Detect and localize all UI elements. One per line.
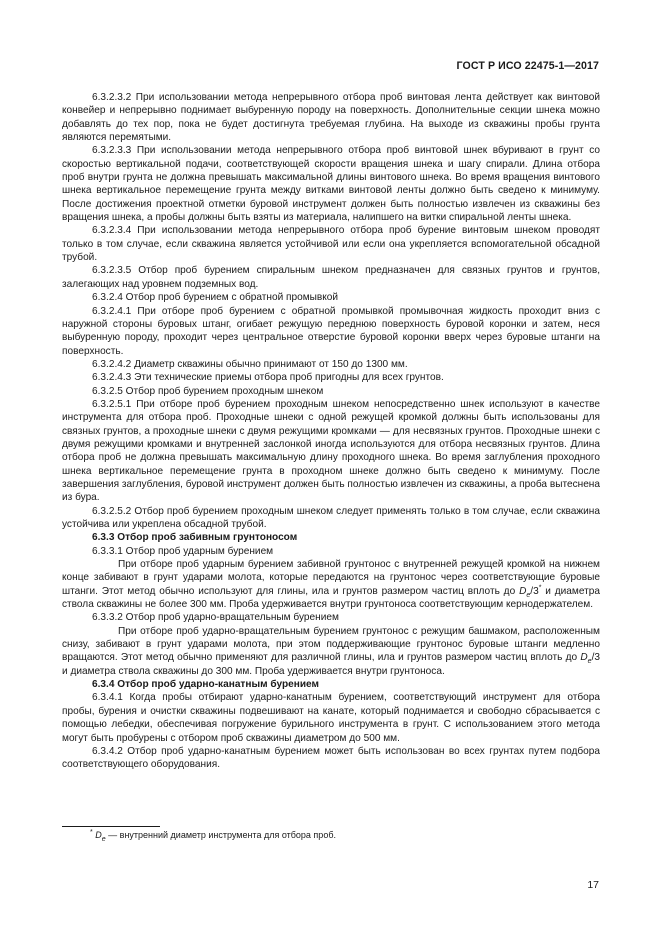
paragraph-6-3-3-2: 6.3.3.2 Отбор проб ударно-вращательным бурением bbox=[92, 612, 339, 624]
paragraph-6-3-2-4-1: 6.3.2.4.1 При отборе проб бурением с обратной промывкой промывочная жидкость проходит вниз с наружной стороны буровых штанг, огибает режущую переднюю поверхность буровой коронки и затем, неся выбуренную породу, проходит через центральное отверстие буровой коронки вверх через буровые штанги на поверхность. bbox=[62, 305, 600, 357]
footnote-separator bbox=[62, 826, 160, 827]
paragraph-rotary-percussion-sampling: При отборе проб ударно-вращательным бурением грунтонос с режущим башмаком, расположенным снизу, забивают в грунт ударами молота, при этом поддерживающие грунтонос буровые штанги медленно вращаются. Этот метод обычно применяют для различной глины, ила и грунтов размером частиц вплоть до $D_e/3$ и диаметра ствола скважины до 300 мм. Проба удерживается внутри грунтоноса. bbox=[62, 625, 600, 677]
paragraph-6-3-4-1: 6.3.4.1 Когда пробы отбирают ударно-канатным бурением, соответствующий инструмент для отбора пробы, бурения и очистки скважины подвешивают на канате, который поднимается и свободно сбрасывается с помощью лебедки, обеспечивая погружение бурильного инструмента в грунт. С использованием этого метода могут быть пробурены с отбором проб скважины диаметром до 500 мм. bbox=[62, 692, 600, 744]
page-number: 17 bbox=[587, 879, 599, 891]
paragraph-6-3-2-4: 6.3.2.4 Отбор проб бурением с обратной промывкой bbox=[92, 292, 339, 304]
paragraph-6-3-2-5: 6.3.2.5 Отбор проб бурением проходным шнеком bbox=[92, 385, 324, 397]
paragraph-6-3-2-5-1: 6.3.2.5.1 При отборе проб бурением проходным шнеком непосредственно шнек используют в качестве инструмента для отбора проб. Проходные шнеки с одной режущей кромкой должны быть использованы для связных грунтов, а проходные шнеки с двумя режущими кромками — для несвязных грунтов. Проходные шнеки с двумя режущими кромками и внутренней заслонкой иногда используются для отбора несвязных грунтов. Длина отбора проб не должна превышать максимальную длину проходного шнека. Во время заглубления проходного шнека вертикальное перемещение грунта в проходном шнеке должно быть сведено к минимуму. После завершения заглубления, буровой инструмент должен быть полностью извлечен из скважины, а проба вытеснена из бура. bbox=[62, 398, 600, 504]
section-heading-6-3-4: 6.3.4 Отбор проб ударно-канатным бурением bbox=[92, 679, 319, 691]
paragraph-6-3-2-3-2: 6.3.2.3.2 При использовании метода непрерывного отбора проб винтовая лента действует как винтовой конвейер и непрерывно поднимает выбуренную породу на поверхность. Дополнительные секции шнека можно добавлять до тех пор, пока не будет достигнута требуемая глубина. На выходе из скважины пробы грунта являются перемятыми. bbox=[62, 92, 600, 144]
paragraph-6-3-2-5-2: 6.3.2.5.2 Отбор проб бурением проходным шнеком следует применять только в том случае, если скважина устойчива или укреплена обсадной трубой. bbox=[62, 505, 600, 530]
paragraph-6-3-2-3-4: 6.3.2.3.4 При использовании метода непрерывного отбора проб бурение винтовым шнеком проводят только в том случае, если скважина является устойчивой или если она укрепляется вспомогательной обсадной трубой. bbox=[62, 225, 600, 264]
paragraph-6-3-4-2: 6.3.4.2 Отбор проб ударно-канатным бурением может быть использован во всех грунтах путем подбора соответствующего оборудования. bbox=[62, 745, 600, 771]
paragraph-percussion-sampling: При отборе проб ударным бурением забивной грунтонос с внутренней режущей кромкой на нижнем конце забивают в грунт ударами молота, которые передаются на грунтонос через соответствующие буровые штанги. Этот метод обычно используют для глины, ила и грунтов размером частиц вплоть до $D_e/3^*$ и диаметра ствола скважины не более 300 мм. Проба удерживается внутри грунтоноса соответствующим кернодержателем. bbox=[62, 559, 600, 611]
document-header: ГОСТ Р ИСО 22475-1—2017 bbox=[456, 60, 599, 72]
paragraph-6-3-2-4-2: 6.3.2.4.2 Диаметр скважины обычно принимают от 150 до 1300 мм. bbox=[92, 358, 408, 370]
document-body bbox=[62, 91, 600, 772]
footnote-marker: * bbox=[538, 584, 542, 592]
paragraph-6-3-3-1: 6.3.3.1 Отбор проб ударным бурением bbox=[92, 545, 274, 557]
paragraph-6-3-2-3-5: 6.3.2.3.5 Отбор проб бурением спиральным шнеком предназначен для связных грунтов и грунтов, залегающих над уровнем подземных вод. bbox=[62, 265, 600, 290]
footnote: * $D_e$ — внутренний диаметр инструмента для отбора проб. bbox=[90, 829, 336, 843]
paragraph-6-3-2-4-3: 6.3.2.4.3 Эти технические приемы отбора проб пригодны для всех грунтов. bbox=[92, 372, 444, 384]
section-heading-6-3-3: 6.3.3 Отбор проб забивным грунтоносом bbox=[92, 532, 298, 544]
paragraph-6-3-2-3-3: 6.3.2.3.3 При использовании метода непрерывного отбора проб винтовой шнек вбуривают в грунт со скоростью вертикальной подачи, соответствующей скорости вращения шнека и шагу спирали. Длина отбора проб внутри грунта не должна превышать максимальной длины винтового шнека. Во время вращения винтового шнека вертикальное перемещение грунта между витками винтовой ленты должно быть сведено к минимуму. После достижения проектной отметки буровой инструмент должен быть полностью извлечен из скважины без вращения шнека, а пробы должны быть взяты из материала, налипшего на витки спиральной ленты шнека. bbox=[62, 145, 600, 224]
